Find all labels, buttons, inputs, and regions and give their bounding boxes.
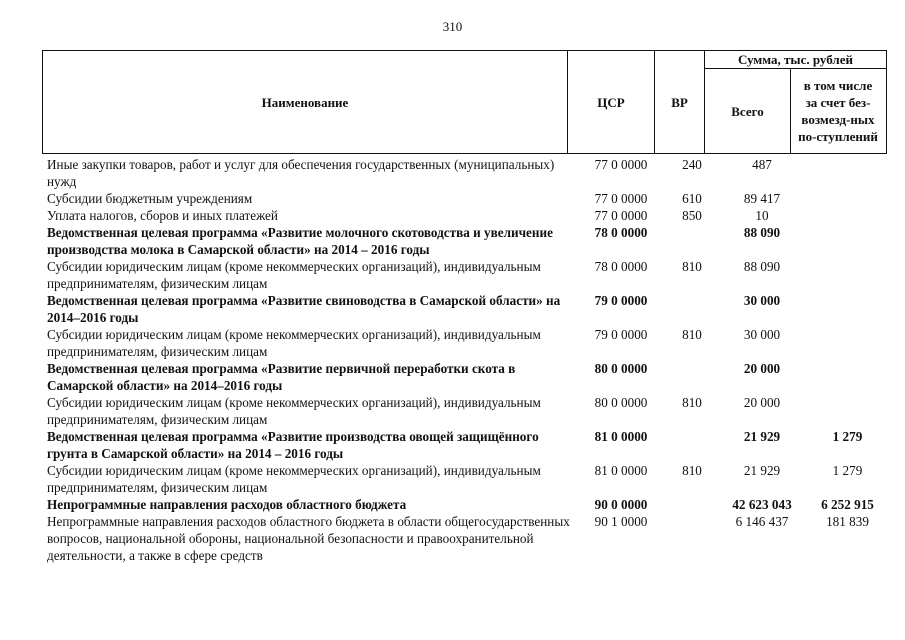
row-vr: 610 [682, 191, 702, 206]
row-total: 21 929 [743, 429, 781, 444]
row-vr [668, 224, 716, 258]
header-divider-total [790, 68, 791, 154]
header-csr: ЦСР [597, 94, 625, 110]
table-row [42, 462, 887, 496]
row-free: 181 839 [826, 514, 869, 529]
row-csr: 81 0 0000 [594, 429, 648, 444]
row-total: 42 623 043 [732, 497, 792, 512]
table-row [42, 224, 887, 258]
header-vr: ВР [671, 94, 688, 110]
row-total: 21 929 [743, 463, 781, 478]
row-name: Непрограммные направления расходов областного бюджета в области общегосударственных вопросов, национальной обороны, национальной безопасности и правоохранительной деятельности, а также в сфере средств [47, 514, 570, 563]
header-sum-group: Сумма, тыс. рублей [738, 52, 853, 67]
table-header [42, 50, 887, 154]
row-vr: 810 [682, 463, 702, 478]
row-name: Непрограммные направления расходов областного бюджета [47, 497, 407, 512]
row-name: Ведомственная целевая программа «Развитие свиноводства в Самарской области» на 2014–2016 годы [47, 293, 561, 325]
table-row [42, 292, 887, 326]
row-total: 10 [755, 208, 769, 223]
row-free [808, 258, 887, 292]
table-row [42, 207, 887, 224]
row-free: 6 252 915 [821, 497, 874, 512]
row-csr: 79 0 0000 [594, 327, 648, 342]
row-free [808, 292, 887, 326]
table-row [42, 258, 887, 292]
row-total: 88 090 [743, 225, 781, 240]
table-row [42, 156, 887, 190]
row-name: Субсидии юридическим лицам (кроме некоммерческих организаций), индивидуальным предпринимателям, физическим лицам [47, 259, 541, 291]
row-free [808, 207, 887, 224]
row-name: Ведомственная целевая программа «Развитие первичной переработки скота в Самарской области» на 2014–2016 годы [47, 361, 516, 393]
row-name: Ведомственная целевая программа «Развитие молочного скотоводства и увеличение производства молока в Самарской области» на 2014 – 2016 годы [47, 225, 553, 257]
row-total: 89 417 [743, 191, 781, 206]
row-csr: 90 0 0000 [594, 497, 648, 512]
row-vr [668, 513, 716, 564]
header-total: Всего [731, 103, 764, 119]
row-total: 88 090 [743, 259, 781, 274]
row-free [808, 156, 887, 190]
row-total: 487 [752, 157, 772, 172]
row-total: 20 000 [743, 361, 781, 376]
table-row [42, 513, 887, 564]
row-free [808, 360, 887, 394]
row-total: 20 000 [743, 395, 781, 410]
table-row [42, 190, 887, 207]
row-name: Субсидии юридическим лицам (кроме некоммерческих организаций), индивидуальным предпринимателям, физическим лицам [47, 395, 541, 427]
row-name: Ведомственная целевая программа «Развитие производства овощей защищённого грунта в Самарской области» на 2014 – 2016 годы [47, 429, 539, 461]
row-vr: 810 [682, 395, 702, 410]
table-row [42, 394, 887, 428]
header-bottom-border [42, 153, 887, 154]
row-csr: 81 0 0000 [594, 463, 648, 478]
table-body [42, 156, 887, 564]
row-csr: 77 0 0000 [594, 191, 648, 206]
row-csr: 77 0 0000 [594, 208, 648, 223]
row-vr: 850 [682, 208, 702, 223]
row-name: Иные закупки товаров, работ и услуг для обеспечения государственных (муниципальных) нужд [47, 157, 555, 189]
row-total: 30 000 [743, 293, 781, 308]
row-free [808, 326, 887, 360]
row-free [808, 224, 887, 258]
row-csr: 79 0 0000 [594, 293, 648, 308]
row-total: 6 146 437 [735, 514, 789, 529]
row-vr [668, 496, 716, 513]
row-vr: 810 [682, 327, 702, 342]
table-row [42, 496, 887, 513]
row-vr [668, 292, 716, 326]
header-name: Наименование [261, 94, 349, 110]
row-name: Субсидии юридическим лицам (кроме некоммерческих организаций), индивидуальным предпринимателям, физическим лицам [47, 463, 541, 495]
row-vr [668, 428, 716, 462]
row-free [808, 190, 887, 207]
table-row [42, 428, 887, 462]
row-csr: 78 0 0000 [594, 259, 648, 274]
row-free: 1 279 [832, 463, 863, 478]
page-number: 310 [442, 19, 463, 34]
row-vr: 240 [682, 157, 702, 172]
row-name: Субсидии юридическим лицам (кроме некоммерческих организаций), индивидуальным предпринимателям, физическим лицам [47, 327, 541, 359]
table-row [42, 326, 887, 360]
row-name: Субсидии бюджетным учреждениям [47, 191, 253, 206]
row-csr: 78 0 0000 [594, 225, 648, 240]
row-vr: 810 [682, 259, 702, 274]
row-name: Уплата налогов, сборов и иных платежей [47, 208, 278, 223]
row-csr: 80 0 0000 [594, 395, 648, 410]
row-csr: 90 1 0000 [594, 514, 648, 529]
row-free [808, 394, 887, 428]
row-csr: 77 0 0000 [594, 157, 648, 172]
row-free: 1 279 [832, 429, 863, 444]
header-right-border [886, 50, 887, 154]
table-row [42, 360, 887, 394]
row-csr: 80 0 0000 [594, 361, 648, 376]
row-vr [668, 360, 716, 394]
header-free: в том числе за счет без-возмезд-ных по-ступлений [798, 78, 878, 144]
row-total: 30 000 [743, 327, 781, 342]
